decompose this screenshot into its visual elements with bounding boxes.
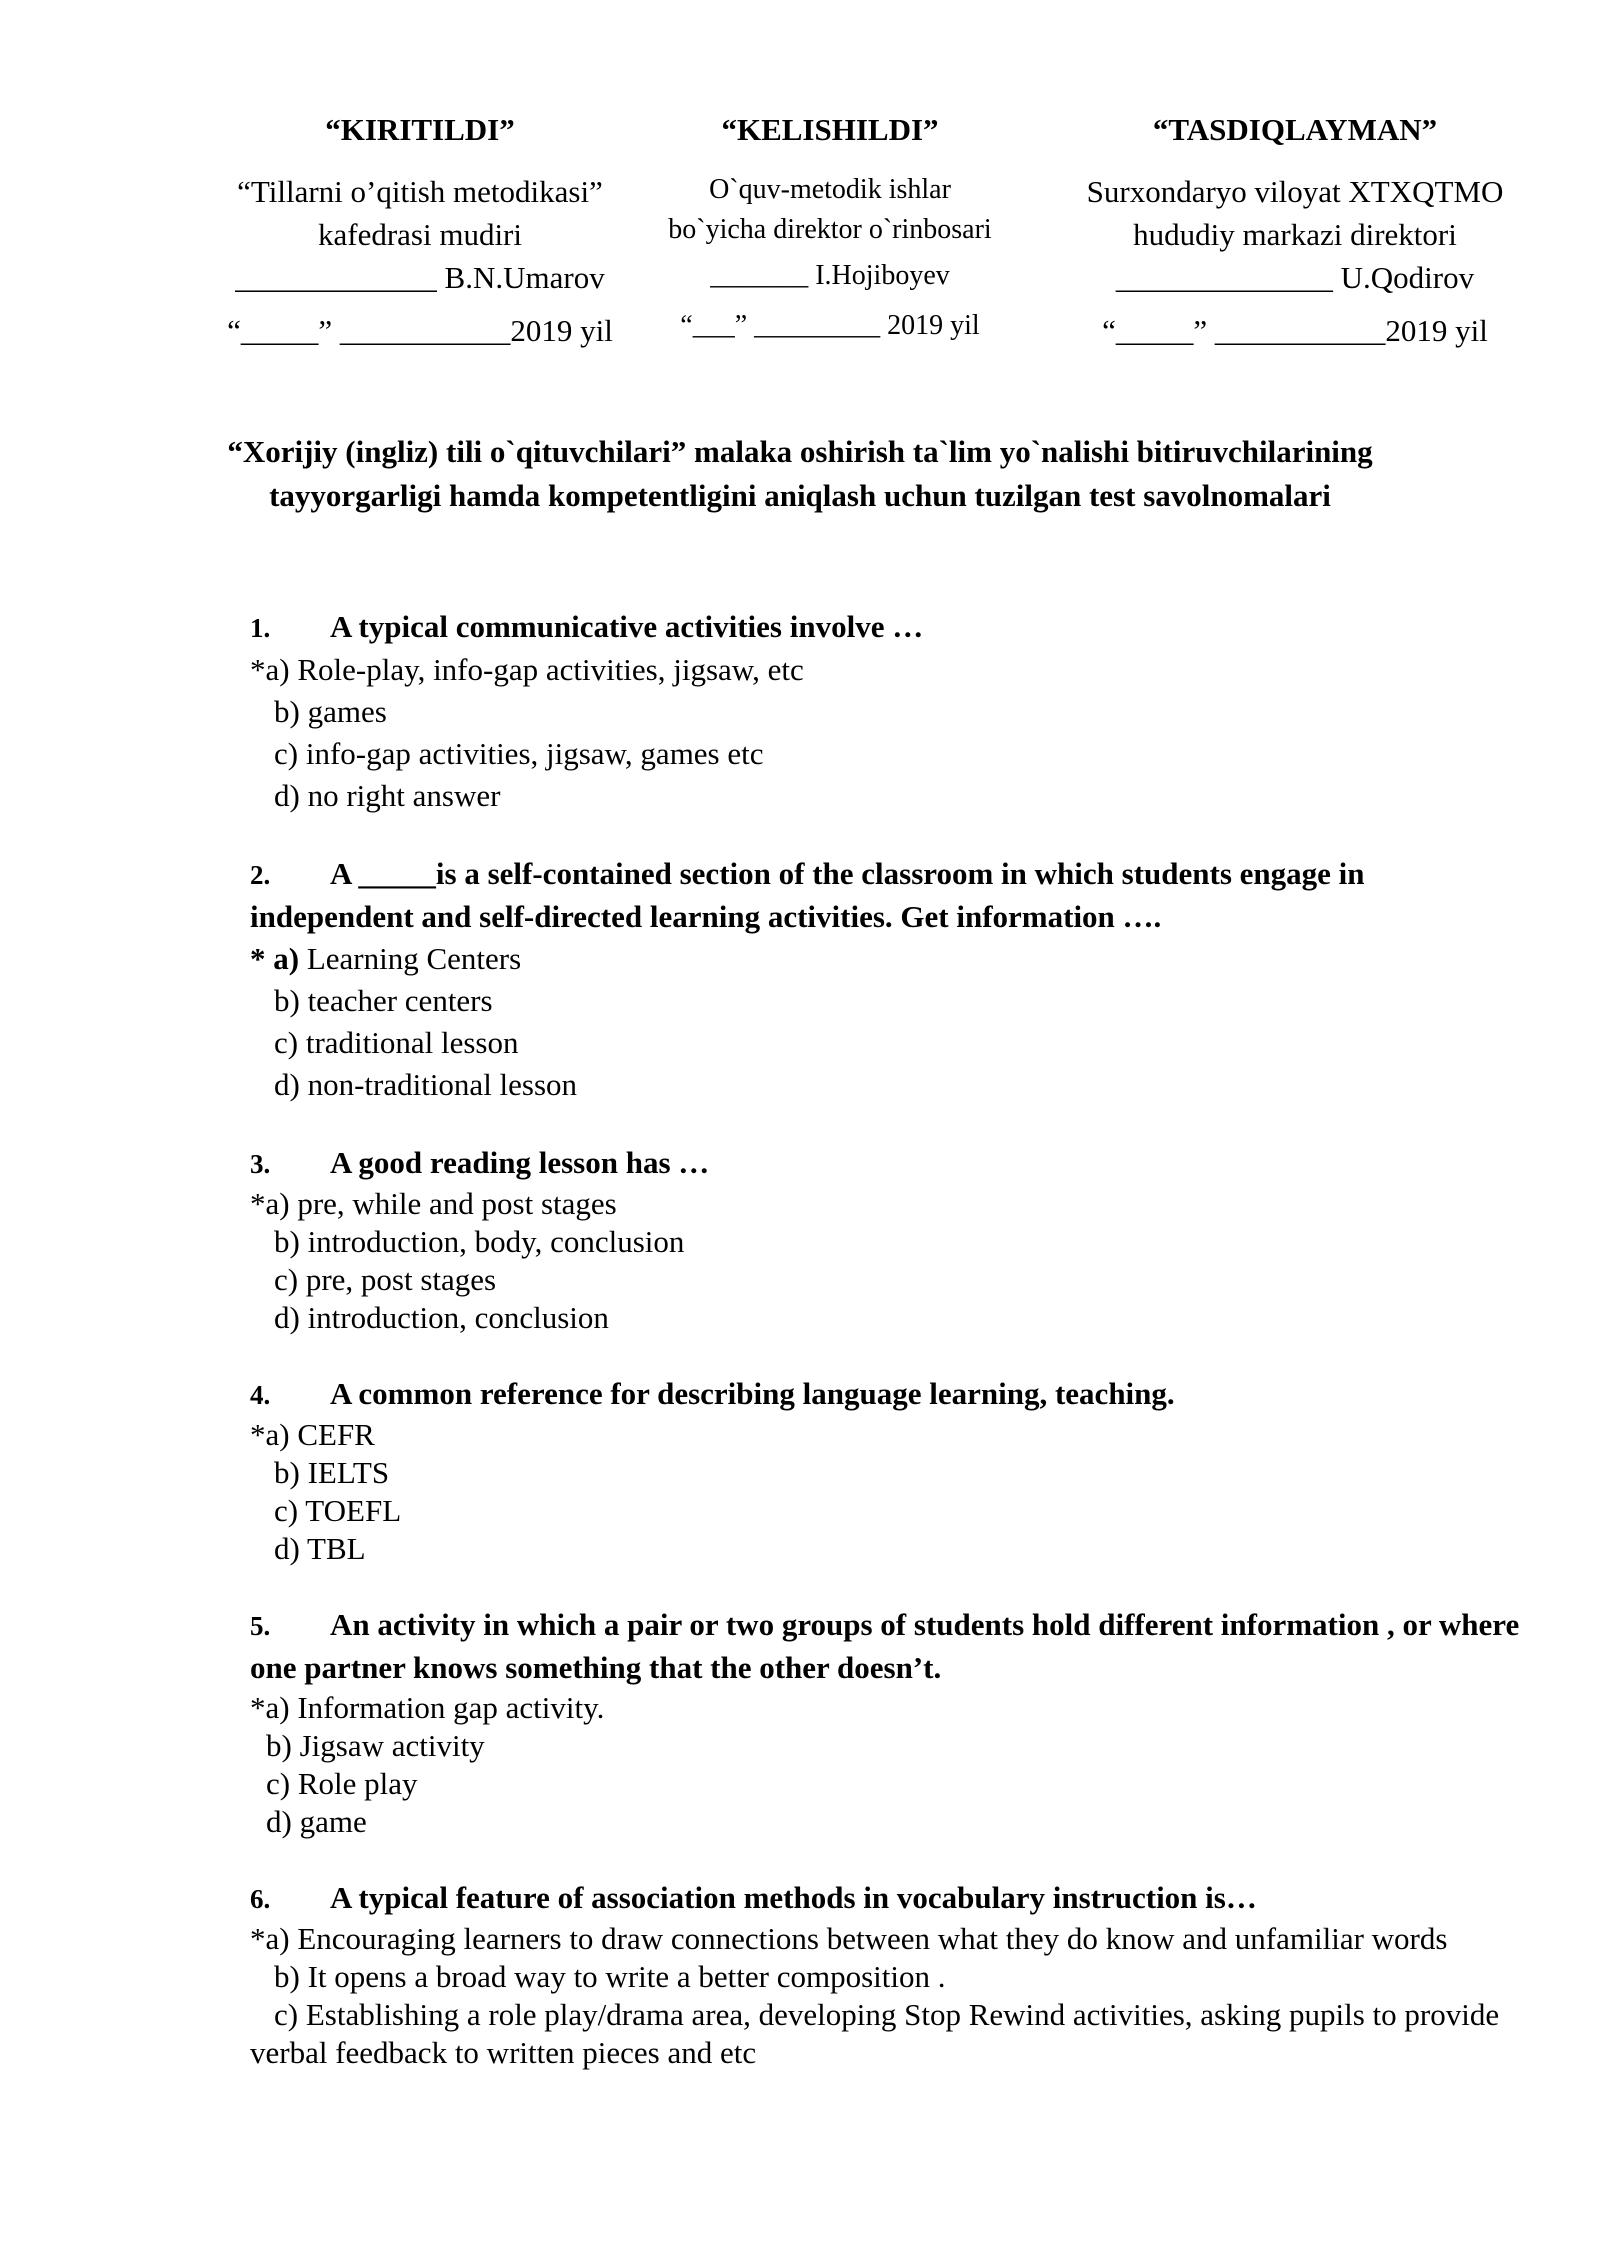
- question-1: [250, 606, 1520, 817]
- approval-line2-middle: bo`yicha direktor o`rinbosari: [668, 214, 992, 245]
- question-stem: [250, 1877, 1520, 1920]
- approval-title-middle: “KELISHILDI”: [721, 112, 939, 147]
- answer-option: d) game: [266, 1804, 367, 1839]
- document-title-line1: “Xorijiy (ingliz) tili o`qituvchilari” malaka oshirish ta`lim yo`nalishi bitiruvchilarining: [227, 434, 1373, 469]
- approval-block-right: [1050, 112, 1540, 352]
- answer-option: *a) Information gap activity.: [250, 1690, 605, 1725]
- question-list: [250, 606, 1520, 2108]
- question-stem: [250, 606, 1520, 649]
- answer-option: c) pre, post stages: [274, 1262, 497, 1297]
- question-5: [250, 1604, 1520, 1841]
- question-stem: [250, 853, 1520, 938]
- question-text: A common reference for describing language learning, teaching.: [330, 1376, 1175, 1411]
- approval-line1-right: Surxondaryo viloyat XTXQTMO: [1086, 174, 1504, 209]
- question-stem: [250, 1604, 1520, 1689]
- approval-date-right: “_____” ___________2019 yil: [1102, 313, 1488, 348]
- approval-line2-right: hududiy markazi direktori: [1133, 217, 1457, 252]
- answer-option: b) games: [274, 694, 387, 729]
- answer-option: *a) pre, while and post stages: [250, 1186, 617, 1221]
- correct-answer-marker: * a): [250, 941, 300, 976]
- answer-option: [250, 938, 1520, 980]
- answer-option: c) Establishing a role play/drama area, developing Stop Rewind activities, asking pupils to provide verbal feedback to written pieces and etc: [250, 1997, 1500, 2070]
- answer-option: d) no right answer: [274, 778, 501, 813]
- approval-signature-right: ______________ U.Qodirov: [1115, 260, 1475, 295]
- answer-option: c) traditional lesson: [274, 1025, 519, 1060]
- answer-option: *a) Encouraging learners to draw connections between what they do know and unfamiliar words: [250, 1921, 1448, 1956]
- approval-signature-left: _____________ B.N.Umarov: [235, 260, 605, 295]
- question-number: 2.: [250, 860, 271, 890]
- answer-option: d) non-traditional lesson: [274, 1067, 578, 1102]
- document-title-line2: tayyorgarligi hamda kompetentligini aniqlash uchun tuzilgan test savolnomalari: [269, 478, 1331, 513]
- approval-line2-left: kafedrasi mudiri: [317, 217, 522, 252]
- approval-date-middle: “___” _________ 2019 yil: [680, 310, 980, 341]
- approval-title-left: “KIRITILDI”: [325, 112, 515, 147]
- question-text: A typical feature of association methods in vocabulary instruction is…: [330, 1880, 1257, 1915]
- answer-option: b) Jigsaw activity: [266, 1728, 485, 1763]
- answer-option: c) info-gap activities, jigsaw, games etc: [274, 736, 764, 771]
- question-number: 4.: [250, 1380, 271, 1410]
- approval-line1-left: “Tillarni o’qitish metodikasi”: [237, 174, 603, 209]
- question-number: 5.: [250, 1611, 271, 1641]
- question-number: 6.: [250, 1884, 271, 1914]
- answer-option: d) TBL: [274, 1531, 366, 1566]
- answer-option: b) introduction, body, conclusion: [274, 1224, 685, 1259]
- question-text: A good reading lesson has …: [330, 1145, 710, 1180]
- approval-block-middle: [640, 112, 1020, 346]
- approval-line1-middle: O`quv-metodik ishlar: [709, 174, 951, 205]
- question-3: [250, 1142, 1520, 1337]
- answer-option: d) introduction, conclusion: [274, 1300, 609, 1335]
- question-number: 1.: [250, 613, 271, 643]
- correct-answer-text: Learning Centers: [299, 941, 522, 976]
- answer-option: *a) Role-play, info-gap activities, jigsaw, etc: [250, 652, 804, 687]
- question-number: 3.: [250, 1149, 271, 1179]
- answer-option: c) Role play: [266, 1766, 418, 1801]
- question-4: [250, 1373, 1520, 1568]
- question-6: [250, 1877, 1520, 2072]
- document-title: [180, 430, 1420, 518]
- answer-option: b) IELTS: [274, 1455, 390, 1490]
- answer-option: b) It opens a broad way to write a better composition .: [274, 1959, 946, 1994]
- answer-option: *a) CEFR: [250, 1417, 375, 1452]
- question-text: A _____is a self-contained section of the classroom in which students engage in independent and self-directed learning activities. Get information ….: [250, 856, 1365, 934]
- question-2: [250, 853, 1520, 1106]
- question-stem: [250, 1373, 1520, 1416]
- question-text: An activity in which a pair or two groups of students hold different information , or where one partner knows something that the other doesn’t.: [250, 1607, 1520, 1685]
- approval-block-left: [200, 112, 640, 352]
- answer-option: b) teacher centers: [274, 983, 493, 1018]
- approval-signature-middle: _______ I.Hojiboyev: [710, 260, 950, 291]
- approval-title-right: “TASDIQLAYMAN”: [1152, 112, 1438, 147]
- question-stem: [250, 1142, 1520, 1185]
- answer-option: c) TOEFL: [274, 1493, 402, 1528]
- approval-date-left: “_____” ___________2019 yil: [227, 313, 613, 348]
- question-text: A typical communicative activities involve …: [330, 609, 924, 644]
